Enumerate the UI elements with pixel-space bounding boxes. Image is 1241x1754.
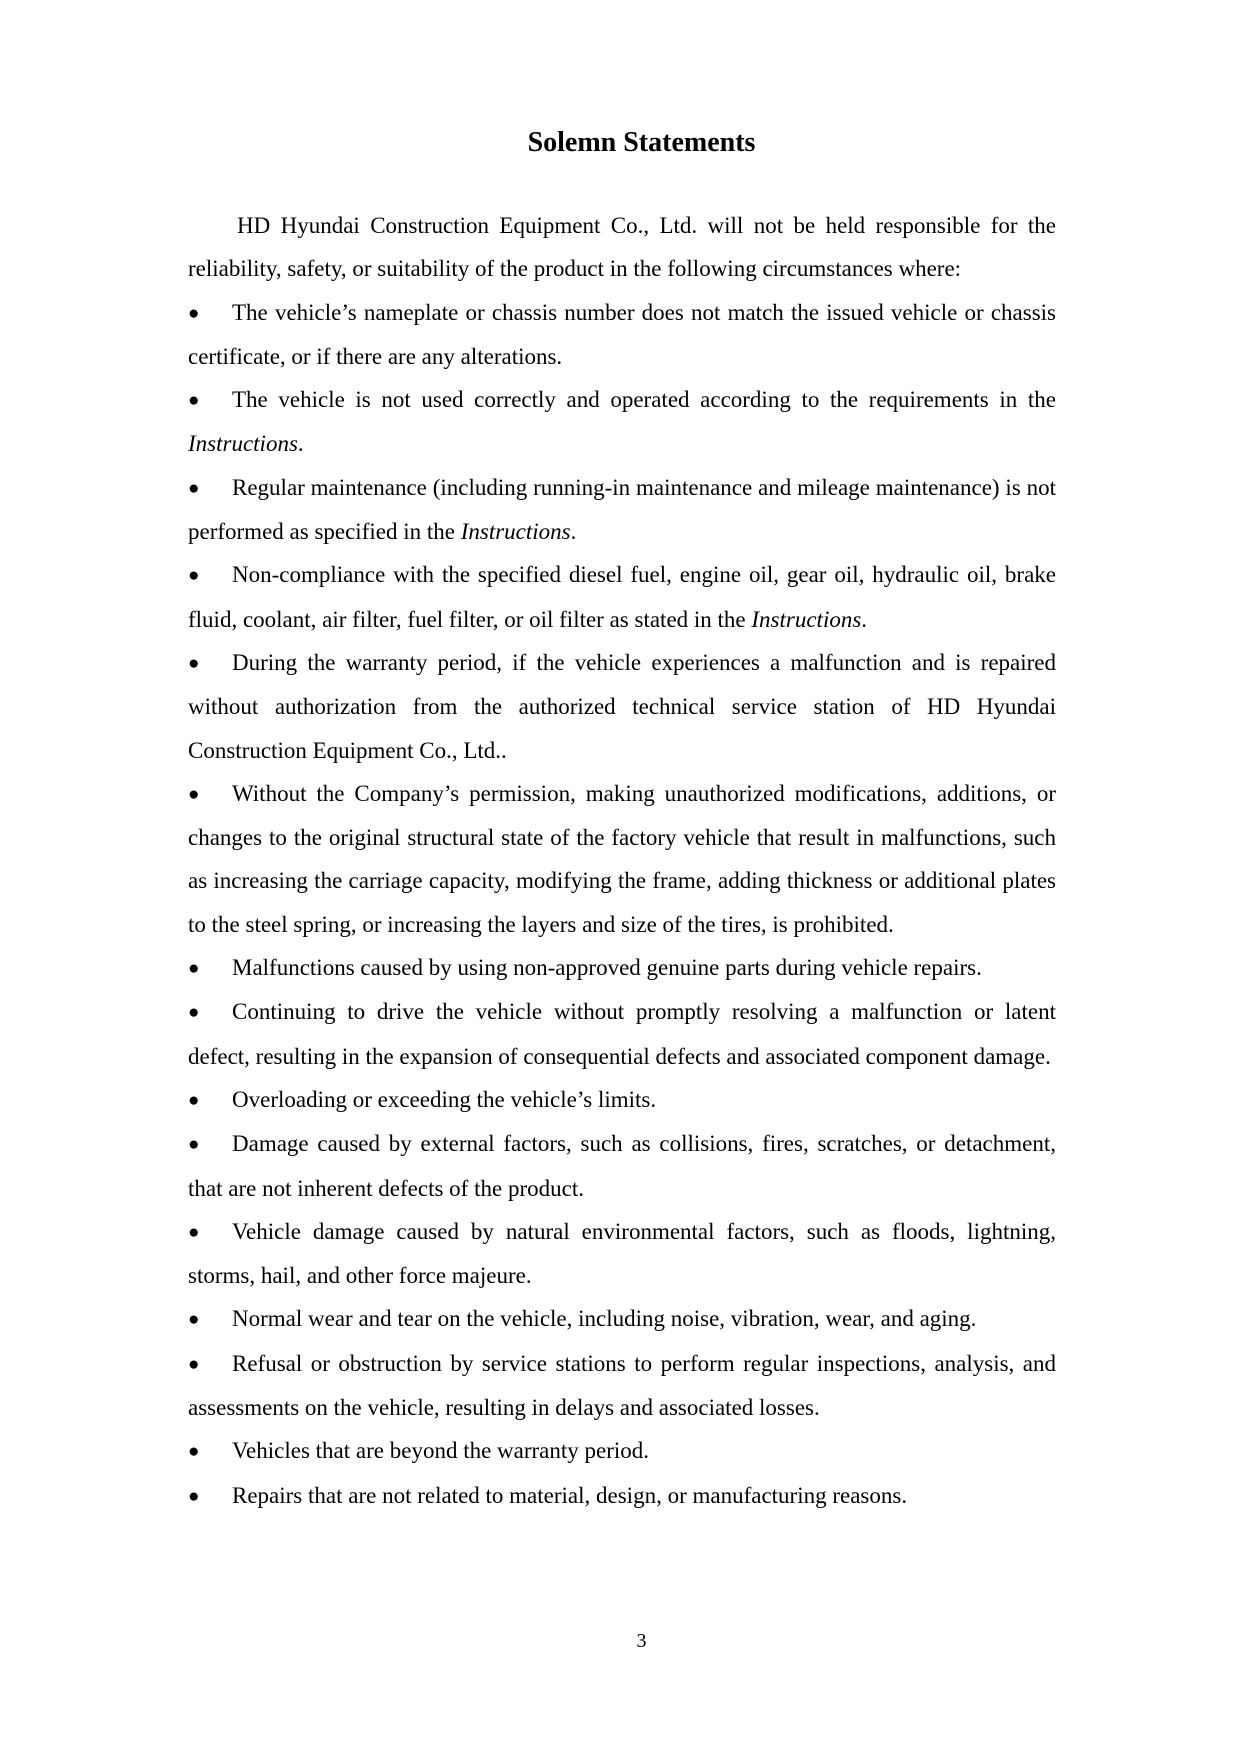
bullet-icon: ● xyxy=(188,1221,200,1243)
item-text: . xyxy=(570,519,577,545)
item-text: Vehicles that are beyond the warranty period. xyxy=(232,1438,650,1464)
list-item xyxy=(188,1474,1056,1518)
page-number: 3 xyxy=(636,1630,647,1652)
bullet-icon: ● xyxy=(188,477,200,499)
bullet-icon: ● xyxy=(188,390,200,412)
list-item xyxy=(188,1342,1056,1430)
item-text: During the warranty period, if the vehicle experiences a malfunction and is repaired without authorization from the authorized technical service station of HD Hyundai Construction Equipment Co., Ltd.. xyxy=(188,649,1056,763)
italic-text: Instructions xyxy=(188,431,298,457)
item-text: Without the Company’s permission, making unauthorized modifications, additions, or changes to the original structural state of the factory vehicle that result in malfunctions, such as increasing the carriage capacity, modifying the frame, adding thickness or additional plates to the steel spring, or increasing the layers and size of the tires, is prohibited. xyxy=(188,780,1056,937)
list-item xyxy=(188,1210,1056,1298)
bullet-icon: ● xyxy=(188,1002,200,1024)
list-item xyxy=(188,291,1056,379)
list-item xyxy=(188,772,1056,946)
item-text: . xyxy=(861,606,868,632)
item-text: Vehicle damage caused by natural environmental factors, such as floods, lightning, storms, hail, and other force majeure. xyxy=(188,1218,1056,1289)
list-item xyxy=(188,1297,1056,1341)
item-text: Regular maintenance (including running-in maintenance and mileage maintenance) is not performed as specified in the xyxy=(188,474,1056,545)
list-item xyxy=(188,990,1056,1078)
item-text: Normal wear and tear on the vehicle, including noise, vibration, wear, and aging. xyxy=(232,1306,977,1332)
item-text: Repairs that are not related to material, design, or manufacturing reasons. xyxy=(232,1482,908,1508)
bullet-icon: ● xyxy=(188,1485,200,1507)
bullet-icon: ● xyxy=(188,302,200,324)
list-item xyxy=(188,378,1056,466)
bullet-icon: ● xyxy=(188,958,200,980)
list-item xyxy=(188,946,1056,990)
document-body xyxy=(188,204,1056,1518)
list-item xyxy=(188,1429,1056,1473)
list-item xyxy=(188,553,1056,641)
bullet-icon: ● xyxy=(188,1441,200,1463)
bullet-icon: ● xyxy=(188,1134,200,1156)
item-text: Damage caused by external factors, such as collisions, fires, scratches, or detachment, that are not inherent defects of the product. xyxy=(188,1131,1056,1201)
item-text: Malfunctions caused by using non-approved genuine parts during vehicle repairs. xyxy=(232,955,982,981)
item-text: The vehicle is not used correctly and operated according to the requirements in the xyxy=(232,387,1056,413)
bullet-icon: ● xyxy=(188,783,200,805)
item-text: Refusal or obstruction by service stations to perform regular inspections, analysis, and assessments on the vehicle, resulting in delays and associated losses. xyxy=(188,1350,1056,1421)
item-text: Continuing to drive the vehicle without promptly resolving a malfunction or latent defect, resulting in the expansion of consequential defects and associated component damage. xyxy=(188,999,1056,1069)
list-item xyxy=(188,641,1056,772)
bullet-icon: ● xyxy=(188,652,200,674)
list-item xyxy=(188,466,1056,554)
list-item xyxy=(188,1122,1056,1210)
bullet-icon: ● xyxy=(188,1089,200,1111)
bullet-icon: ● xyxy=(188,565,200,587)
page-title: Solemn Statements xyxy=(527,127,756,158)
bullet-icon: ● xyxy=(188,1309,200,1331)
statement-list xyxy=(188,291,1056,1518)
item-text: Non-compliance with the specified diesel fuel, engine oil, gear oil, hydraulic oil, brake fluid, coolant, air filter, fuel filter, or oil filter as stated in the xyxy=(188,562,1056,632)
item-text: Overloading or exceeding the vehicle’s limits. xyxy=(232,1086,657,1112)
item-text: The vehicle’s nameplate or chassis number does not match the issued vehicle or chassis certificate, or if there are any alterations. xyxy=(188,299,1056,369)
item-text: . xyxy=(297,431,304,457)
list-item xyxy=(188,1078,1056,1122)
italic-text: Instructions xyxy=(751,606,862,632)
bullet-icon: ● xyxy=(188,1353,200,1375)
italic-text: Instructions xyxy=(460,519,571,545)
intro-paragraph: HD Hyundai Construction Equipment Co., Ltd. will not be held responsible for the reliability, safety, or suitability of the product in the following circumstances where: xyxy=(188,213,1056,282)
